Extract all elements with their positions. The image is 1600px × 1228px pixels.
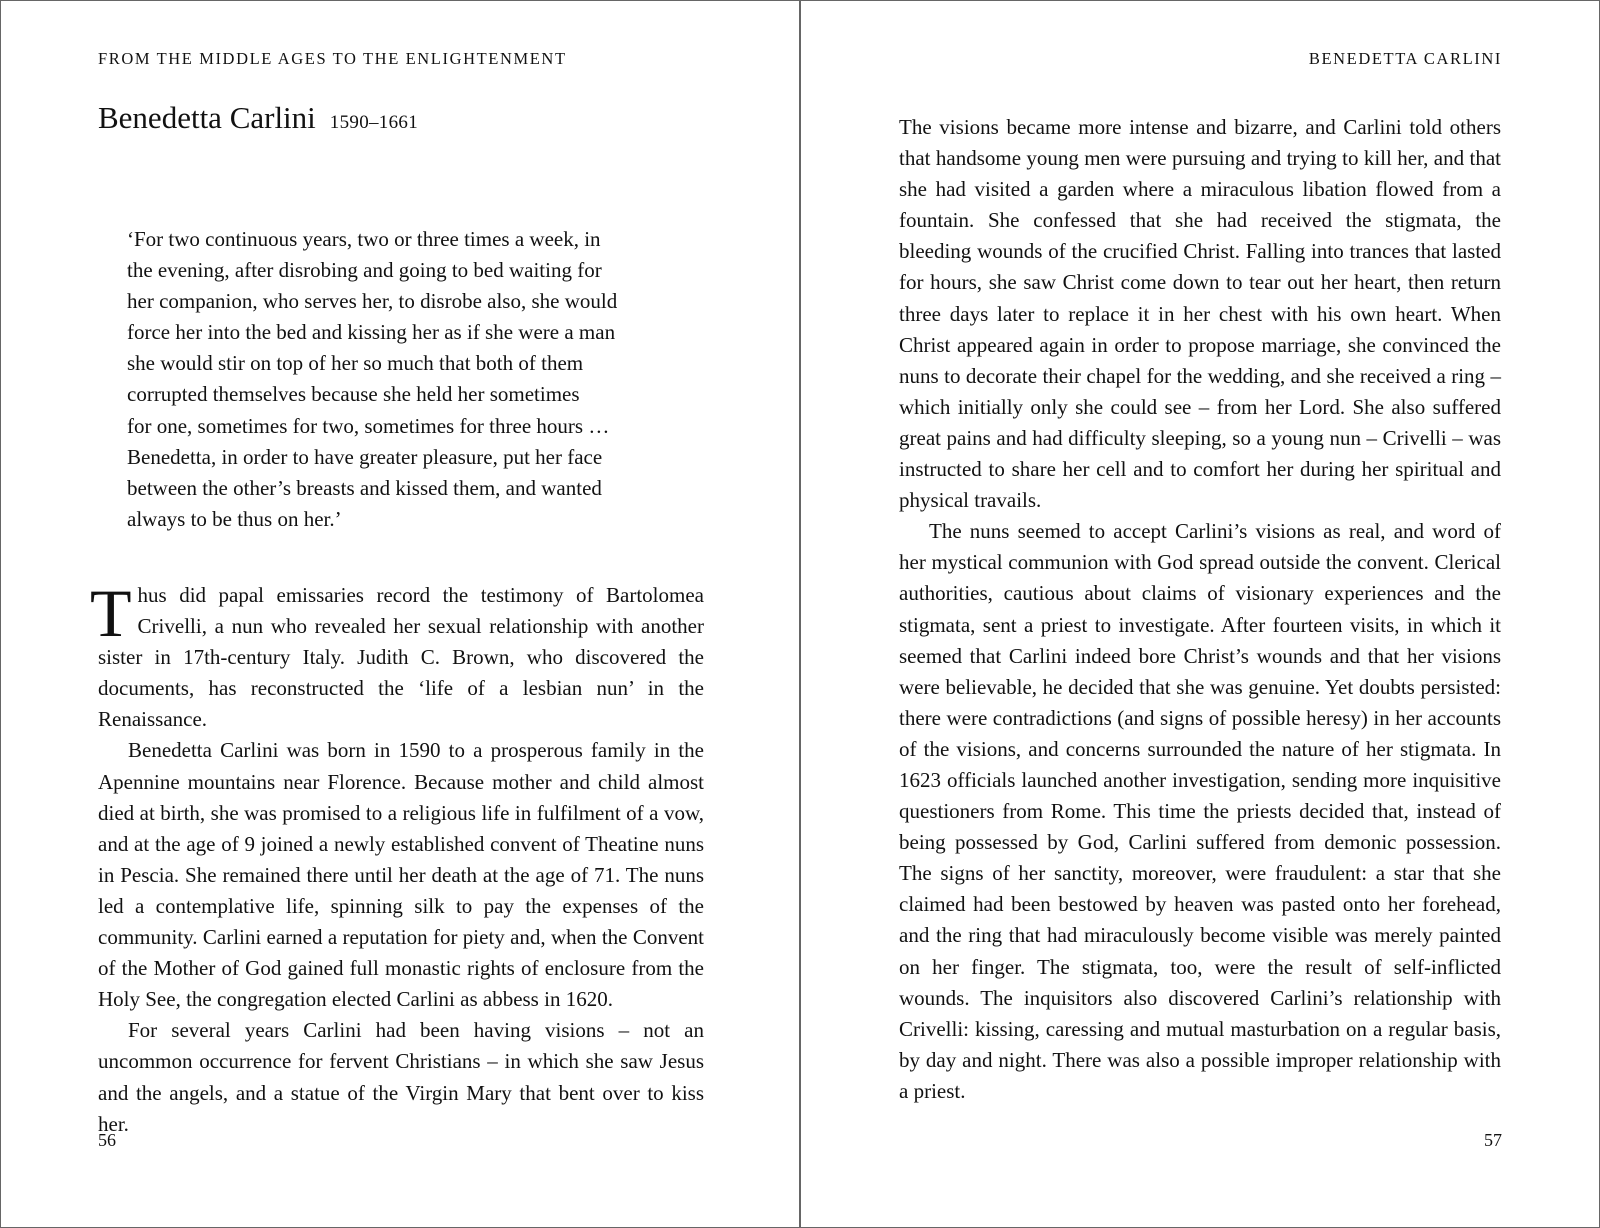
drop-cap: T xyxy=(90,575,132,651)
page-number-right: 57 xyxy=(1484,1130,1502,1150)
quote-line: always to be thus on her.’ xyxy=(127,506,342,531)
quote-line: corrupted themselves because she held her sometimes xyxy=(127,382,580,407)
running-head-left: FROM THE MIDDLE AGES TO THE ENLIGHTENMENT xyxy=(98,49,567,68)
quote-line: her companion, who serves her, to disrobe also, she would xyxy=(127,289,618,314)
quote-line: ‘For two continuous years, two or three times a week, in xyxy=(127,227,601,251)
page-number-left: 56 xyxy=(98,1130,116,1150)
paragraph-text: hus did papal emissaries record the testimony of Bartolomea Crivelli, a nun who revealed her sexual relationship with another sister in 17th-century Italy. Judith C. Brown, who discovered the documents, has reconstructed the ‘life of a lesbian nun’ in the Renaissance. xyxy=(98,583,704,732)
chapter-title xyxy=(98,100,418,136)
chapter-title-name: Benedetta Carlini xyxy=(98,100,316,135)
epigraph-quote xyxy=(127,224,667,535)
paragraph xyxy=(90,575,704,735)
quote-line: the evening, after disrobing and going to bed waiting for xyxy=(127,258,602,283)
chapter-title-dates: 1590–1661 xyxy=(329,112,418,133)
quote-line: for one, sometimes for two, sometimes for three hours … xyxy=(127,413,610,438)
paragraph: Benedetta Carlini was born in 1590 to a prosperous family in the Apennine mountains near Florence. Because mother and child almost died at birth, she was promised to a religious life in fulfilment of a vow, and at the age of 9 joined a newly established convent of Theatine nuns in Pescia. She remained there until her death at the age of 71. The nuns led a contemplative life, spinning silk to pay the expenses of the community. Carlini earned a reputation for piety and, when the Convent of the Mother of God gained full monastic rights of enclosure from the Holy See, the congregation elected Carlini as abbess in 1620. xyxy=(98,738,704,1012)
running-head-right: BENEDETTA CARLINI xyxy=(1308,49,1502,68)
quote-line: between the other’s breasts and kissed them, and wanted xyxy=(127,475,602,500)
body-text-right xyxy=(899,112,1501,1107)
body-text-left xyxy=(90,575,704,1140)
quote-line: force her into the bed and kissing her as if she were a man xyxy=(127,320,616,345)
quote-line: she would stir on top of her so much that both of them xyxy=(127,351,584,376)
paragraph: For several years Carlini had been having visions – not an uncommon occurrence for fervent Christians – in which she saw Jesus and the angels, and a statue of the Virgin Mary that bent over to kiss her. xyxy=(98,1018,704,1136)
quote-line: Benedetta, in order to have greater pleasure, put her face xyxy=(127,444,603,469)
paragraph: The visions became more intense and bizarre, and Carlini told others that handsome young men were pursuing and trying to kill her, and that she had visited a garden where a miraculous libation flowed from a fountain. She confessed that she had received the stigmata, the bleeding wounds of the crucified Christ. Falling into trances that lasted for hours, she saw Christ come down to tear out her heart, then return three days later to replace it in her chest with his own heart. When Christ appeared again in order to propose marriage, she convinced the nuns to decorate their chapel for the wedding, and she received a ring – which initially only she could see – from her Lord. She also suffered great pains and had difficulty sleeping, so a young nun – Crivelli – was instructed to share her cell and to comfort her during her spiritual and physical travails. xyxy=(899,115,1501,513)
paragraph: The nuns seemed to accept Carlini’s visions as real, and word of her mystical communion with God spread outside the convent. Clerical authorities, cautious about claims of visionary experiences and the stigmata, sent a priest to investigate. After fourteen visits, in which it seemed that Carlini indeed bore Christ’s wounds and that her visions were believable, he decided that she was genuine. Yet doubts persisted: there were contradictions (and signs of possible heresy) in her accounts of the visions, and concerns surrounded the nature of her stigmata. In 1623 officials launched another investigation, sending more inquisitive questioners from Rome. This time the priests decided that, instead of being possessed by God, Carlini suffered from demonic possession. The signs of her sanctity, moreover, were fraudulent: a star that she claimed had been bestowed by heaven was pasted onto her forehead, and the ring that had miraculously become visible was merely painted on her finger. The stigmata, too, were the result of self-inflicted wounds. The inquisitors also discovered Carlini’s relationship with Crivelli: kissing, caressing and mutual masturbation on a regular basis, by day and night. There was also a possible improper relationship with a priest. xyxy=(899,519,1501,1103)
right-page xyxy=(801,0,1600,1228)
